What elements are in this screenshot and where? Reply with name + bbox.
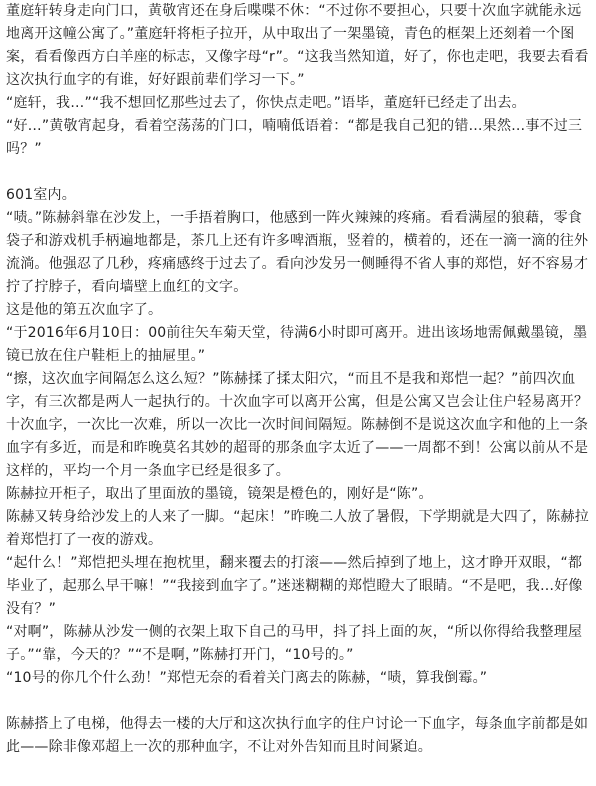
paragraph-8: “擦，这次血字间隔怎么这么短？”陈赫揉了揉太阳穴，“而且不是我和郑恺一起？”前四次血字，有三次都是两人一起执行的。十次血字可以离开公寓，但是公寓又岂会让住户轻易离开？十次血字，一次比一次难，所以一次比一次时间间隔短。陈赫倒不是说这次血字和他的上一条血字有多近，而是和昨晚莫名其妙的超哥的那条血字太近了——一周都不到！公寓以前从不是这样的，平均一个月一条血字已经是很多了。 [6,371,589,479]
paragraph-5: “啧。”陈赫斜靠在沙发上，一手捂着胸口，他感到一阵火辣辣的疼痛。看看满屋的狼藉，零食袋子和游戏机手柄遍地都是，茶几上还有许多啤酒瓶，竖着的，横着的，还在一滴一滴的往外流淌。他强忍了几秒，疼痛感终于过去了。看向沙发另一侧睡得不省人事的郑恺，好不容易才拧了拧脖子，看向墙壁上血红的文字。 [6,210,589,295]
paragraph-7: “于2016年6月10日：00前往矢车菊天堂，待满6小时即可离开。进出该场地需佩戴墨镜，墨镜已放在住户鞋柜上的抽屉里。” [6,325,588,364]
paragraph-12: “对啊”，陈赫从沙发一侧的衣架上取下自己的马甲，抖了抖上面的灰，“所以你得给我整理屋子。”“靠，今天的？”“不是啊，”陈赫打开门，“10号的。” [6,624,583,663]
paragraph-2: “庭轩，我…”“我不想回忆那些过去了，你快点走吧。”语毕，董庭轩已经走了出去。 [6,95,526,111]
blank-line [6,690,590,713]
paragraph-room: 601室内。 [6,187,76,203]
paragraph-15: 陈赫搭上了电梯，他得去一楼的大厅和这次执行血字的住户讨论一下血字，每条血字前都是如此——除非像邓超上一次的那种血字，不让对外告知而且时间紧迫。 [6,716,589,755]
paragraph-13: “10号的你几个什么劲！”郑恺无奈的看着关门离去的陈赫，“啧，算我倒霉。” [6,670,488,686]
paragraph-11: “起什么！”郑恺把头埋在抱枕里，翻来覆去的打滚——然后掉到了地上，这才睁开双眼，“都毕业了，起那么早干嘛！”“我接到血字了。”迷迷糊糊的郑恺瞪大了眼睛。“不是吧，我…好像没有？” [6,555,583,617]
document-body [6,0,590,759]
paragraph-3: “好…”黄敬宵起身，看着空荡荡的门口，喃喃低语着：“都是我自己犯的错…果然…事不过三吗？” [6,118,583,157]
paragraph-6: 这是他的第五次血字了。 [6,302,163,318]
blank-line [6,161,590,184]
paragraph-1: 董庭轩转身走向门口，黄敬宵还在身后喋喋不休：“不过你不要担心，只要十次血字就能永远地离开这幢公寓了。”董庭轩将柜子拉开，从中取出了一架墨镜，青色的框架上还刻着一个图案，看看像西方白羊座的标志，又像字母“r”。“这我当然知道，好了，你也走吧，我要去看看这次执行血字的有谁，好好跟前辈们学习一下。” [6,3,589,88]
paragraph-9: 陈赫拉开柜子，取出了里面放的墨镜，镜架是橙色的，刚好是“陈”。 [6,486,433,502]
paragraph-10: 陈赫又转身给沙发上的人来了一脚。“起床！”昨晚二人放了暑假，下学期就是大四了，陈赫拉着郑恺打了一夜的游戏。 [6,509,589,548]
